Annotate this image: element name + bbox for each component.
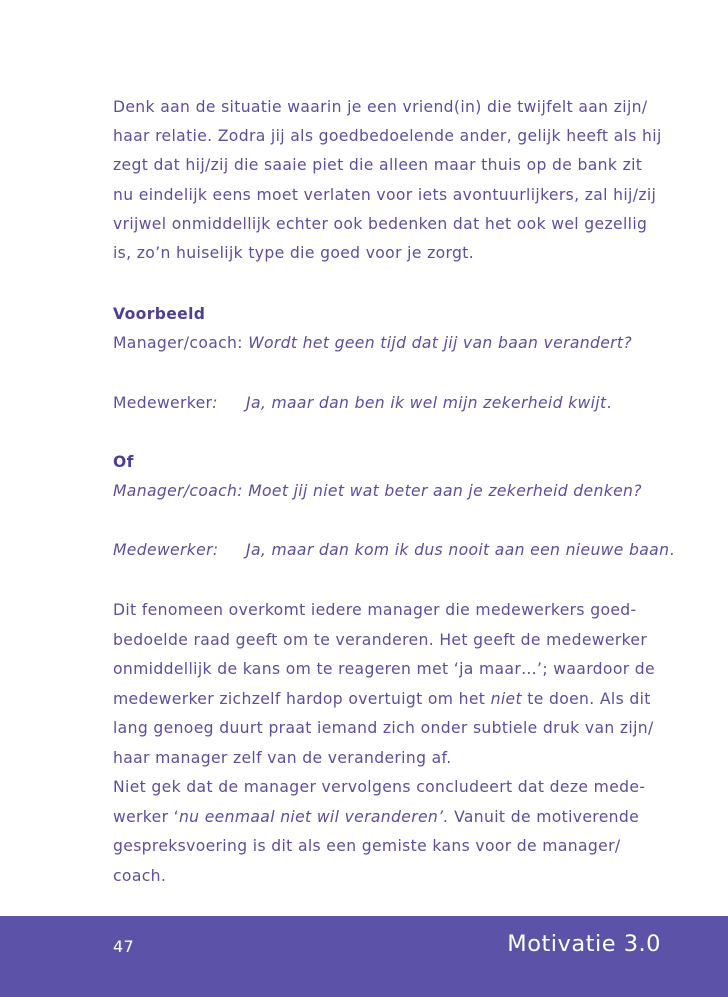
paragraph-1-line-4: nu eindelijk eens moet verlaten voor iets avontuurlijkers, zal hij/zij (113, 186, 657, 204)
paragraph-2-line-8: werker ‘nu eenmaal niet wil veranderen’. Vanuit de motiverende (113, 808, 640, 826)
alternative-heading: Of (113, 453, 134, 471)
example-2-employee-line: Medewerker: Ja, maar dan kom ik dus nooit aan een nieuwe baan. (113, 541, 675, 559)
paragraph-2-line-9: gespreksvoering is dit als een gemiste kans voor de manager/ (113, 837, 621, 855)
employee-quote: Ja, maar dan kom ik dus nooit aan een nieuwe baan (246, 541, 670, 559)
paragraph-1-line-6: is, zo’n huiselijk type die goed voor je zorgt. (113, 244, 474, 262)
emphasis-quote: nu eenmaal niet wil veranderen’. (178, 808, 449, 826)
example-1-manager-line (113, 336, 632, 352)
paragraph-2-line-6: haar manager zelf van de verandering af. (113, 749, 452, 767)
paragraph-1-line-5: vrijwel onmiddellijk echter ook bedenken dat het ook wel gezellig (113, 215, 648, 233)
example-heading: Voorbeeld (113, 305, 206, 323)
manager-quote: Wordt het geen tijd dat jij van baan verandert? (248, 334, 633, 352)
book-title: Motivatie 3.0 (507, 931, 661, 957)
speaker-label: Manager/coach: (113, 482, 249, 500)
speaker-label: Medewerker: (113, 394, 218, 412)
example-2-manager-line (113, 484, 642, 500)
paragraph-1-line-1: Denk aan de situatie waarin je een vriend(in) die twijfelt aan zijn/ (113, 98, 648, 116)
speaker-label: Medewerker: (113, 541, 219, 559)
paragraph-2-line-5: lang genoeg duurt praat iemand zich onder subtiele druk van zijn/ (113, 719, 654, 737)
paragraph-2-line-2: bedoelde raad geeft om te veranderen. Het geeft de medewerker (113, 631, 648, 649)
paragraph-1-line-2: haar relatie. Zodra jij als goedbedoelende ander, gelijk heeft als hij (113, 127, 662, 145)
emphasis-niet: niet (490, 690, 522, 708)
manager-quote: Moet jij niet wat beter aan je zekerheid denken? (248, 482, 642, 500)
paragraph-2-line-4: medewerker zichzelf hardop overtuigt om het niet te doen. Als dit (113, 690, 651, 708)
employee-quote: Ja, maar dan ben ik wel mijn zekerheid kwijt (246, 394, 607, 412)
example-1-employee-line: Medewerker: Ja, maar dan ben ik wel mijn zekerheid kwijt. (113, 394, 612, 412)
paragraph-2-line-7: Niet gek dat de manager vervolgens concludeert dat deze mede- (113, 778, 646, 796)
paragraph-2-line-3: onmiddellijk de kans om te reageren met ‘ja maar…’; waardoor de (113, 660, 655, 678)
page-number: 47 (113, 937, 135, 956)
speaker-label: Manager/coach: (113, 334, 249, 352)
paragraph-2-line-1: Dit fenomeen overkomt iedere manager die medewerkers goed- (113, 601, 637, 619)
paragraph-2-line-10: coach. (113, 867, 167, 885)
paragraph-1-line-3: zegt dat hij/zij die saaie piet die alleen maar thuis op de bank zit (113, 156, 643, 174)
